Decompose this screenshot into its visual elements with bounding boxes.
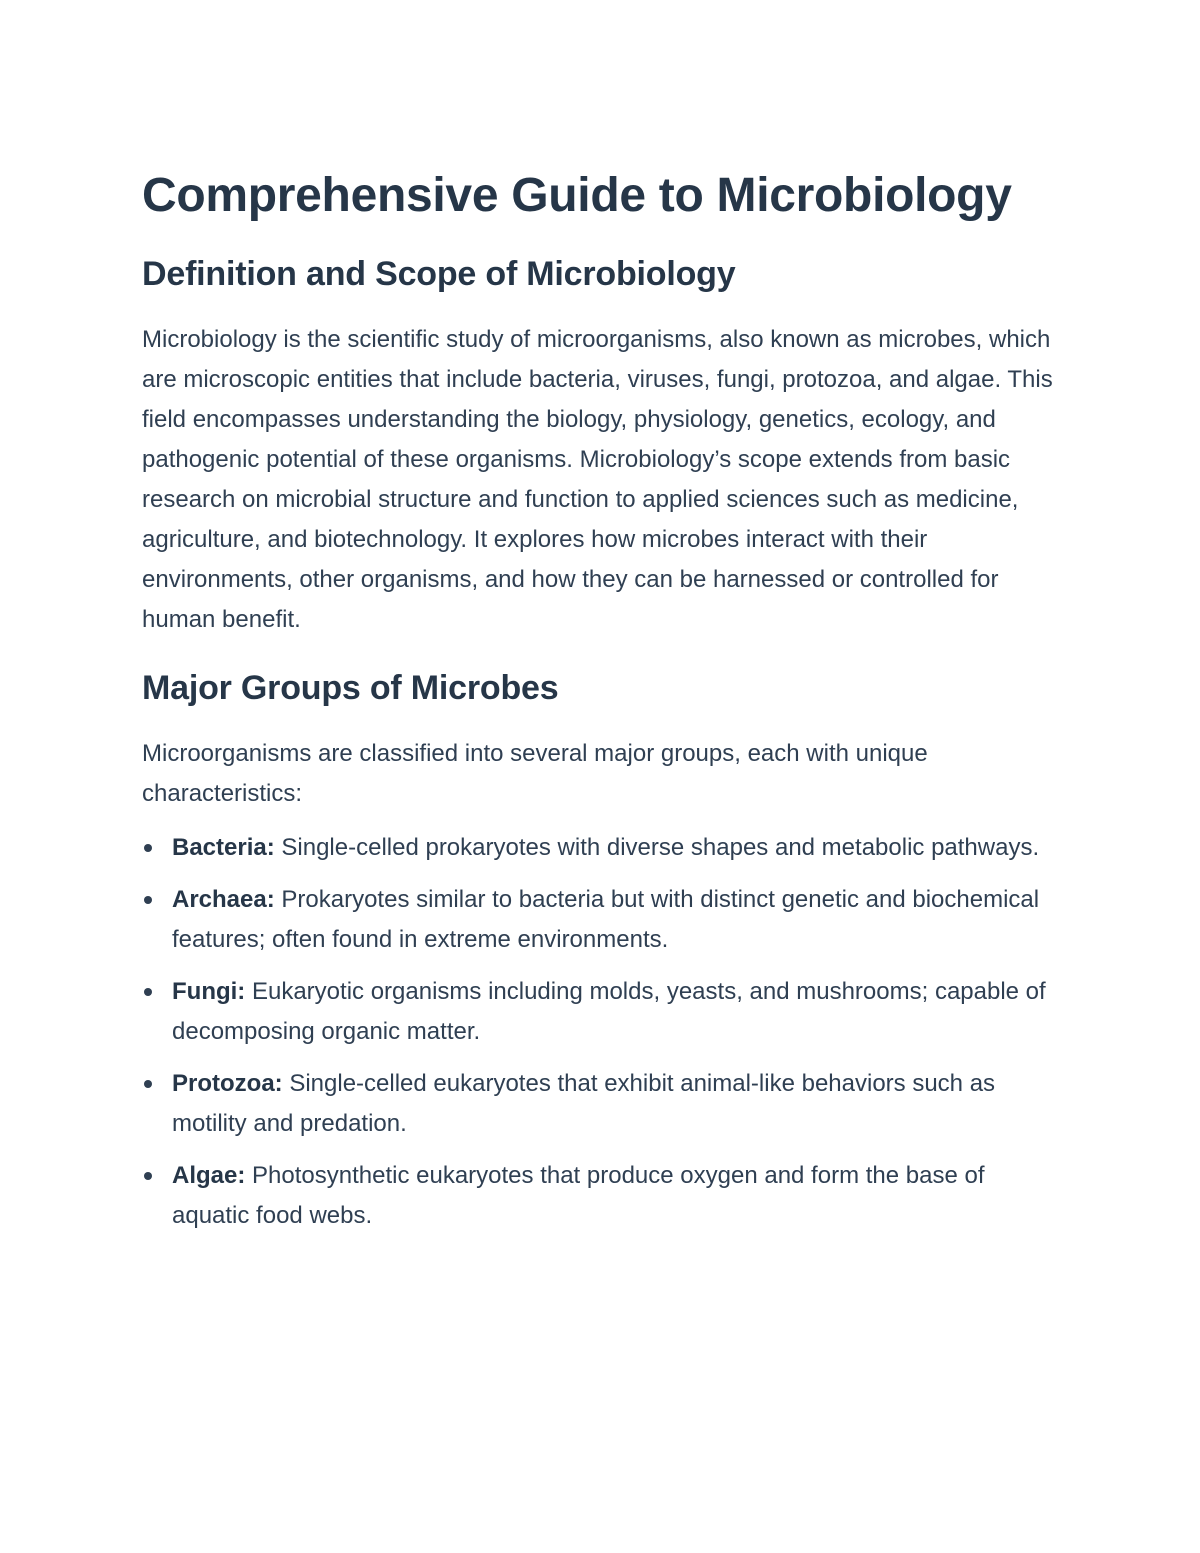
document-page: [142, 160, 1062, 1248]
bullet-icon: [144, 896, 152, 904]
bullet-icon: [144, 1172, 152, 1180]
document-title: Comprehensive Guide to Microbiology: [142, 169, 1012, 222]
bullet-icon: [144, 1080, 152, 1088]
major-groups-intro: Microorganisms are classified into several major groups, each with unique characteristics:: [142, 740, 928, 807]
list-item-text: Single-celled eukaryotes that exhibit animal-like behaviors such as motility and predation.: [172, 1070, 996, 1137]
list-item-archaea: [142, 880, 1062, 960]
list-item-text: Eukaryotic organisms including molds, yeasts, and mushrooms; capable of decomposing organic matter.: [172, 978, 1046, 1045]
list-item-fungi: [142, 972, 1062, 1052]
section-heading-major-groups: Major Groups of Microbes: [142, 669, 559, 707]
definition-paragraph: Microbiology is the scientific study of microorganisms, also known as microbes, which are microscopic entities that include bacteria, viruses, fungi, protozoa, and algae. This field encompasses understanding the biology, physiology, genetics, ecology, and pathogenic potential of these organisms. Microbiology’s scope extends from basic research on microbial structure and function to applied sciences such as medicine, agriculture, and biotechnology. It explores how microbes interact with their environments, other organisms, and how they can be harnessed or controlled for human benefit.: [142, 326, 1053, 633]
list-item-text: Photosynthetic eukaryotes that produce oxygen and form the base of aquatic food webs.: [172, 1162, 985, 1229]
list-item-term: Algae:: [172, 1162, 246, 1189]
list-item-term: Fungi:: [172, 978, 246, 1005]
bullet-icon: [144, 988, 152, 996]
section-heading-definition: Definition and Scope of Microbiology: [142, 255, 736, 293]
list-item-text: Single-celled prokaryotes with diverse shapes and metabolic pathways.: [274, 834, 1040, 861]
list-item-protozoa: [142, 1064, 1062, 1144]
microbe-groups-list: [142, 828, 1062, 1236]
list-item-term: Protozoa:: [172, 1070, 283, 1097]
bullet-icon: [144, 844, 152, 852]
list-item-algae: [142, 1156, 1062, 1236]
list-item-term: Archaea:: [172, 886, 275, 913]
list-item-text: Prokaryotes similar to bacteria but with distinct genetic and biochemical features; often found in extreme environments.: [172, 886, 1040, 953]
list-item-term: Bacteria:: [172, 834, 275, 861]
list-item-bacteria: [142, 828, 1062, 868]
